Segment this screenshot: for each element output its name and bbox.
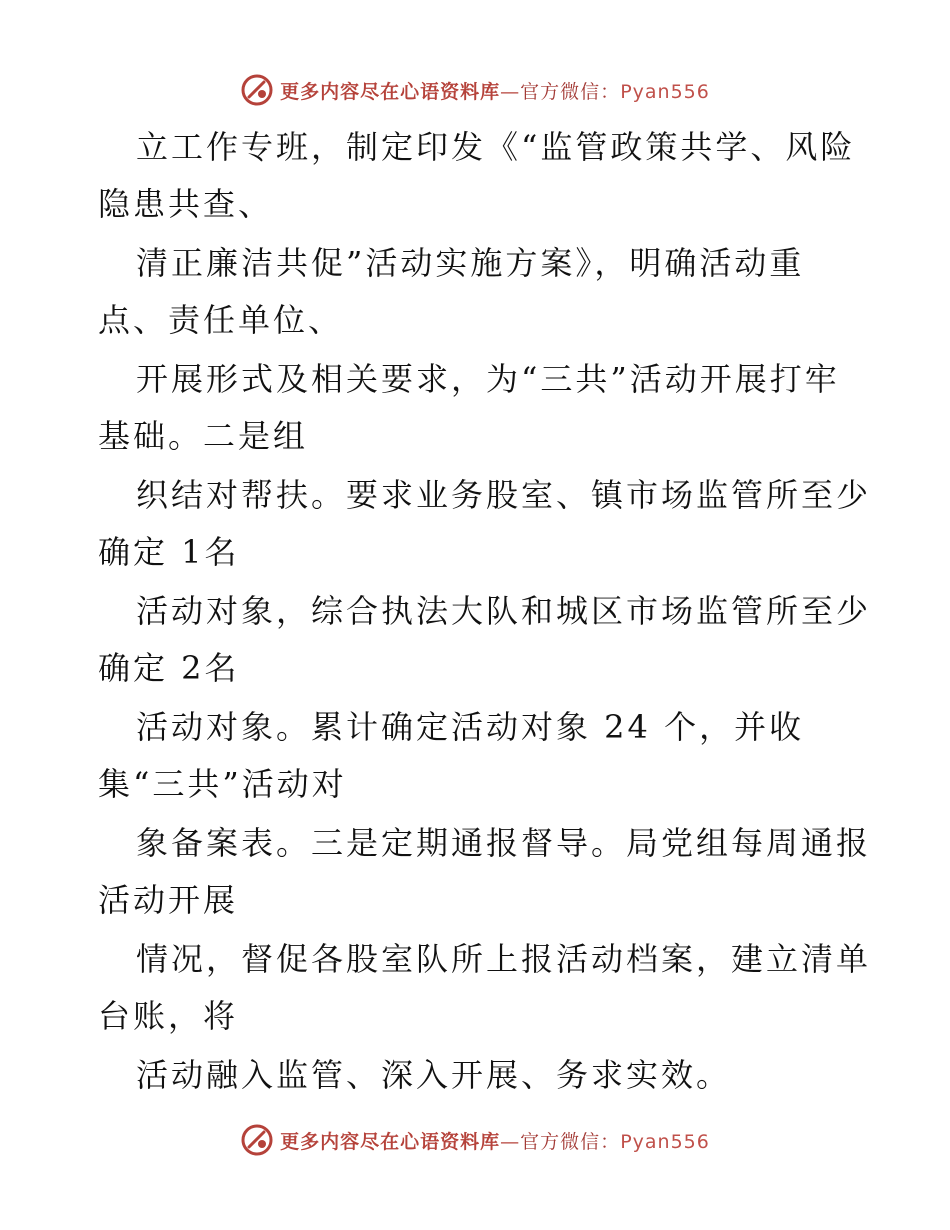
watermark-sub: 官方微信： bbox=[520, 1130, 621, 1153]
body-line: 确定 1名 bbox=[98, 533, 240, 571]
watermark-text bbox=[280, 77, 710, 104]
body-line: 台账，将 bbox=[98, 997, 239, 1035]
body-line: 情况，督促各股室队所上报活动档案，建立清单 bbox=[136, 940, 872, 978]
body-line: 点、责任单位、 bbox=[98, 301, 344, 339]
footer-watermark bbox=[0, 1120, 950, 1160]
body-line: 清正廉洁共促”活动实施方案》，明确活动重 bbox=[136, 244, 805, 282]
body-line: 象备案表。三是定期通报督导。局党组每周通报 bbox=[136, 824, 872, 862]
body-line: 基础。二是组 bbox=[98, 417, 309, 455]
body-line: 确定 2名 bbox=[98, 649, 240, 687]
header-watermark bbox=[0, 70, 950, 110]
body-line: 活动对象。累计确定活动对象 24 个，并收 bbox=[136, 708, 805, 746]
watermark-id: Pyan556 bbox=[620, 80, 710, 103]
body-line: 活动开展 bbox=[98, 881, 239, 919]
watermark-separator: — bbox=[500, 1130, 521, 1153]
watermark-id: Pyan556 bbox=[620, 1130, 710, 1153]
body-line: 集“三共”活动对 bbox=[98, 765, 347, 803]
watermark-text bbox=[280, 1127, 710, 1154]
seal-logo-icon bbox=[240, 1123, 274, 1157]
body-line: 开展形式及相关要求，为“三共”活动开展打牢 bbox=[136, 360, 840, 398]
watermark-main: 更多内容尽在心语资料库 bbox=[280, 1130, 501, 1153]
watermark-sub: 官方微信： bbox=[520, 80, 621, 103]
body-line: 织结对帮扶。要求业务股室、镇市场监管所至少 bbox=[136, 476, 872, 514]
body-line: 隐患共查、 bbox=[98, 185, 274, 223]
watermark-main: 更多内容尽在心语资料库 bbox=[280, 80, 501, 103]
body-line: 活动对象，综合执法大队和城区市场监管所至少 bbox=[136, 592, 872, 630]
body-line: 活动融入监管、深入开展、务求实效。 bbox=[136, 1056, 732, 1094]
seal-logo-icon bbox=[240, 73, 274, 107]
body-line: 立工作专班，制定印发《“监管政策共学、风险 bbox=[136, 128, 856, 166]
watermark-separator: — bbox=[500, 80, 521, 103]
